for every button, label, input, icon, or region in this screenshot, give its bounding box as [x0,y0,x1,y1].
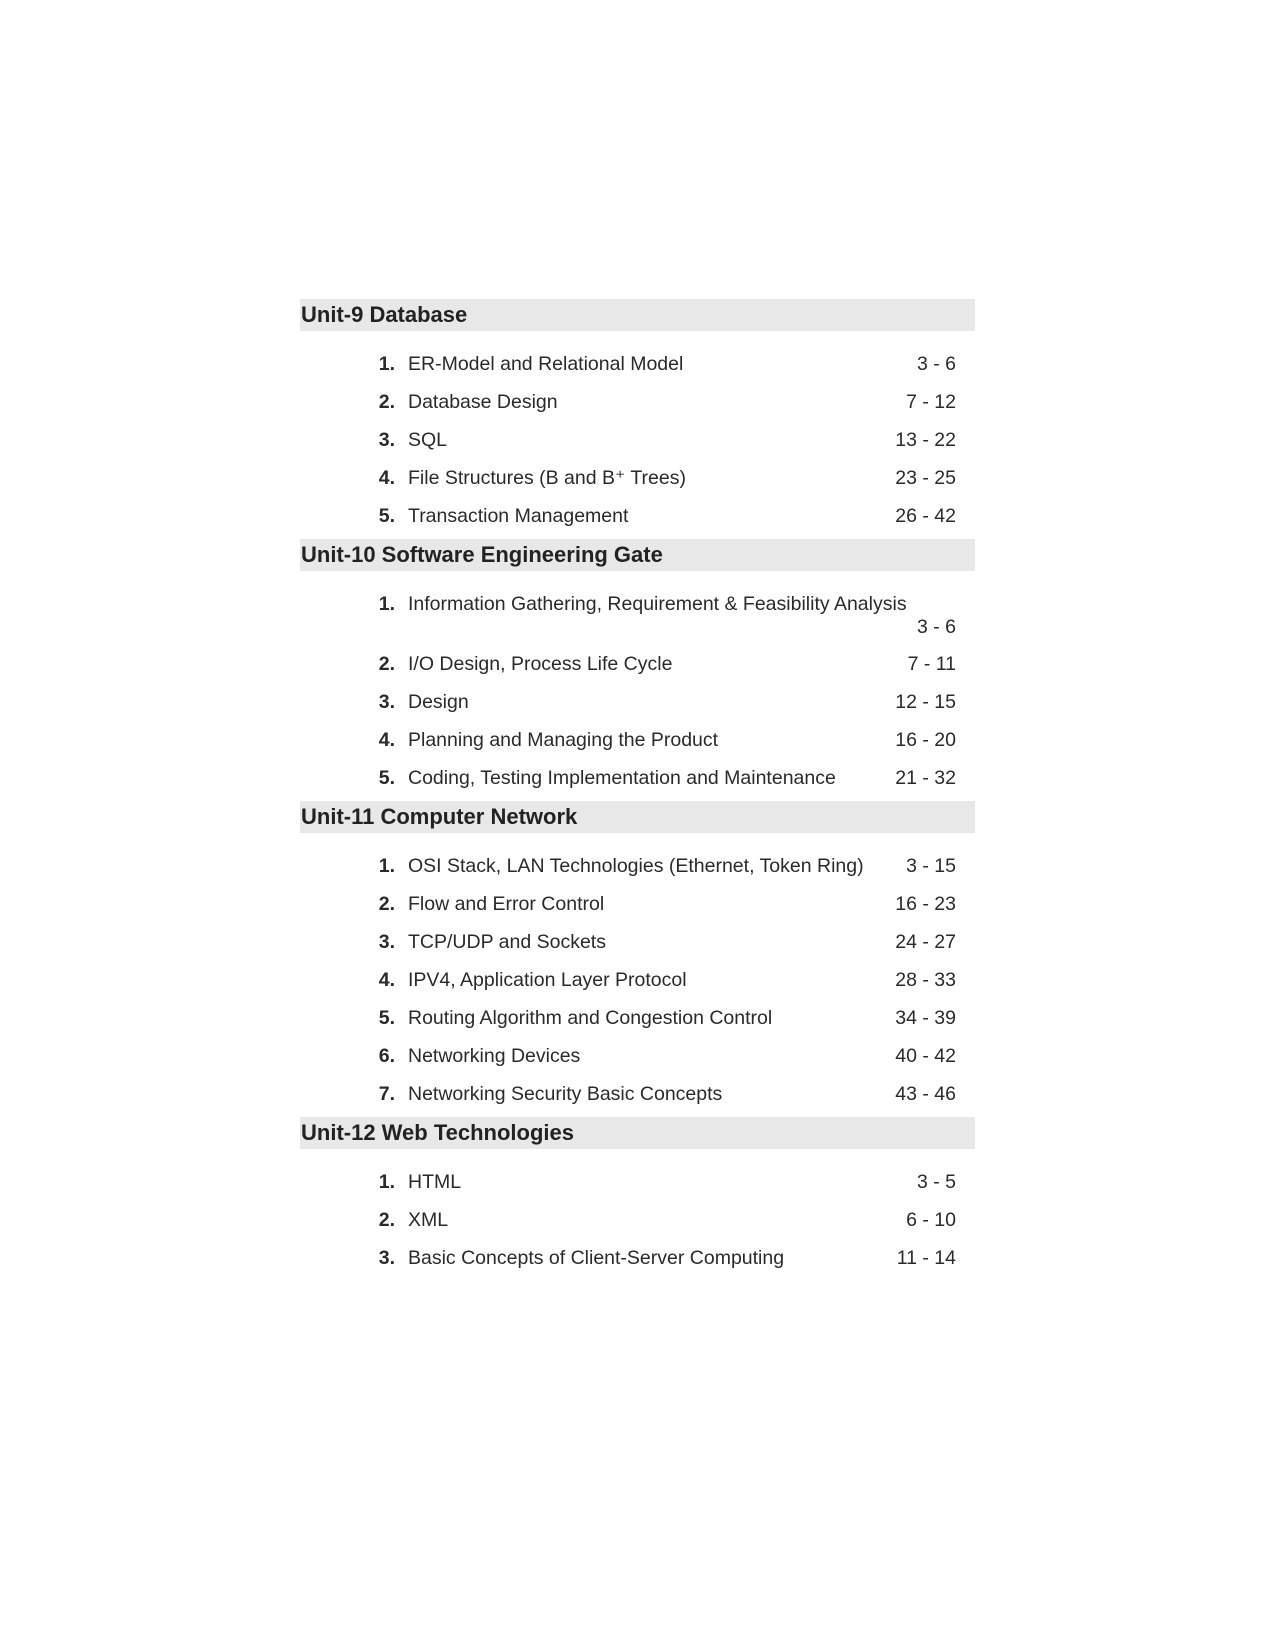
entry-list [300,1149,975,1281]
entry-number: 1. [378,353,395,375]
entry-title: XML [408,1209,449,1231]
entry-pages: 3 - 6 [916,616,956,638]
entry-pages: 7 - 12 [906,391,956,413]
entry-number: 3. [378,429,395,451]
toc-entry [300,585,975,645]
toc-entry [300,345,975,383]
toc-entry [300,683,975,721]
entry-title: Information Gathering, Requirement & Feasibility Analysis [408,593,907,615]
unit-heading: Unit-11 Computer Network [300,801,975,833]
entry-pages: 11 - 14 [896,1247,956,1269]
entry-title: IPV4, Application Layer Protocol [408,969,687,991]
entry-title: Routing Algorithm and Congestion Control [408,1007,773,1029]
toc-entry [300,759,975,797]
unit-heading: Unit-10 Software Engineering Gate [300,539,975,571]
entry-title: Basic Concepts of Client-Server Computing [408,1247,785,1269]
entry-number: 1. [378,593,395,615]
entry-title: OSI Stack, LAN Technologies (Ethernet, Token Ring) [408,855,864,877]
entry-number: 2. [378,653,395,675]
entry-pages: 23 - 25 [895,467,956,489]
entry-pages: 34 - 39 [895,1007,956,1029]
entry-pages: 16 - 20 [895,729,956,751]
entry-pages: 21 - 32 [895,767,956,789]
entry-number: 4. [378,969,395,991]
toc-entry [300,1075,975,1113]
toc-entry [300,961,975,999]
table-of-contents [300,299,975,1281]
toc-entry [300,459,975,497]
entry-number: 3. [378,691,395,713]
entry-number: 4. [378,729,395,751]
unit-section [300,539,975,801]
entry-pages: 12 - 15 [895,691,956,713]
entry-pages: 6 - 10 [906,1209,956,1231]
entry-pages: 26 - 42 [895,505,956,527]
entry-title: I/O Design, Process Life Cycle [408,653,673,675]
entry-pages: 3 - 15 [906,855,956,877]
entry-pages: 40 - 42 [895,1045,956,1067]
entry-pages: 24 - 27 [895,931,956,953]
entry-number: 4. [378,467,395,489]
entry-number: 7. [378,1083,395,1105]
toc-entry [300,923,975,961]
unit-heading: Unit-12 Web Technologies [300,1117,975,1149]
toc-entry [300,721,975,759]
toc-entry [300,497,975,535]
entry-title: Networking Devices [408,1045,581,1067]
unit-section [300,1117,975,1281]
entry-number: 2. [378,893,395,915]
entry-pages: 7 - 11 [907,653,956,675]
entry-title: Transaction Management [408,505,629,527]
entry-title: Coding, Testing Implementation and Maintenance [408,767,836,789]
toc-entry [300,383,975,421]
entry-list [300,833,975,1117]
entry-title: Database Design [408,391,558,413]
entry-pages: 16 - 23 [895,893,956,915]
toc-entry [300,885,975,923]
entry-title: ER-Model and Relational Model [408,353,684,375]
entry-title: TCP/UDP and Sockets [408,931,606,953]
toc-entry [300,999,975,1037]
entry-list [300,331,975,539]
entry-pages: 13 - 22 [895,429,956,451]
entry-title: Flow and Error Control [408,893,605,915]
entry-number: 2. [378,1209,395,1231]
entry-title: Planning and Managing the Product [408,729,719,751]
entry-number: 6. [378,1045,395,1067]
unit-section [300,801,975,1117]
entry-pages: 3 - 5 [916,1171,956,1193]
toc-entry [300,1239,975,1277]
unit-heading: Unit-9 Database [300,299,975,331]
entry-list [300,571,975,801]
entry-pages: 28 - 33 [895,969,956,991]
entry-number: 5. [378,1007,395,1029]
unit-section [300,299,975,539]
entry-number: 2. [378,391,395,413]
entry-title: File Structures (B and B⁺ Trees) [408,467,686,489]
toc-entry [300,421,975,459]
entry-title: Design [408,691,469,713]
entry-number: 5. [378,505,395,527]
entry-number: 5. [378,767,395,789]
toc-entry [300,1163,975,1201]
entry-pages: 43 - 46 [895,1083,956,1105]
toc-entry [300,645,975,683]
entry-pages: 3 - 6 [916,353,956,375]
entry-number: 1. [378,855,395,877]
toc-entry [300,1201,975,1239]
entry-title: Networking Security Basic Concepts [408,1083,723,1105]
entry-number: 3. [378,1247,395,1269]
entry-title: HTML [408,1171,462,1193]
toc-entry [300,1037,975,1075]
entry-title: SQL [408,429,448,451]
entry-number: 1. [378,1171,395,1193]
entry-number: 3. [378,931,395,953]
toc-entry [300,847,975,885]
